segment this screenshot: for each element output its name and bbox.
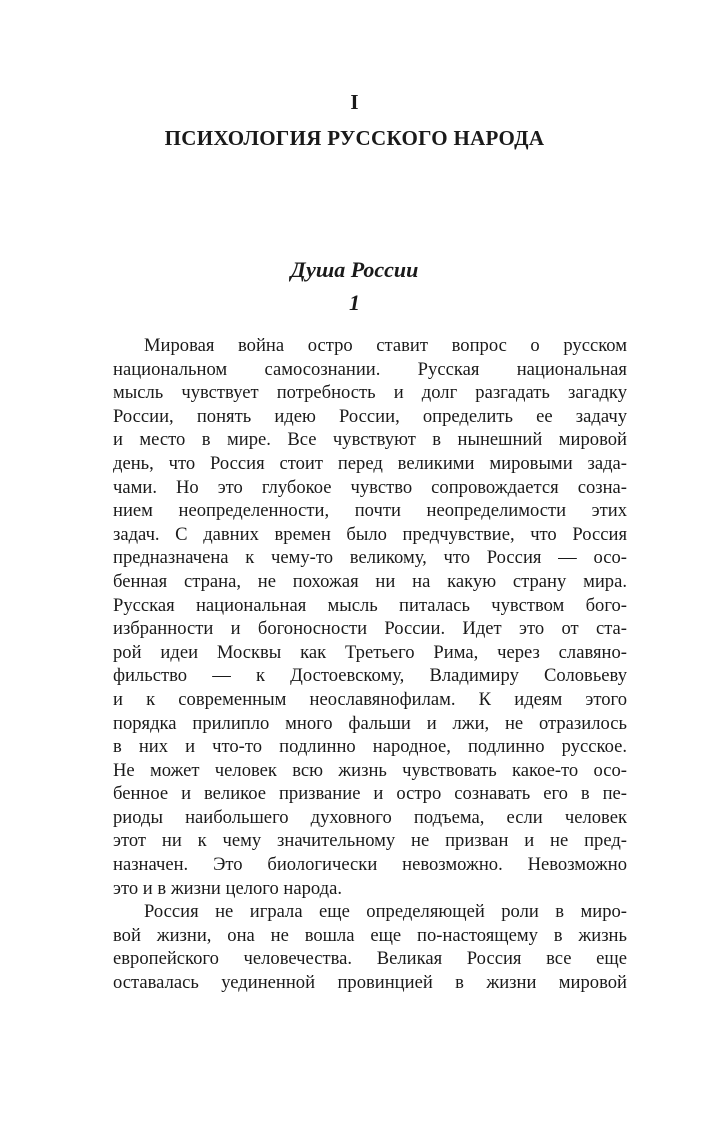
part-number: I [350,90,359,114]
text-line: бенное и великое призвание и остро сознавать его в пе- [113,783,627,805]
text-line: и к современным неославянофилам. К идеям этого [113,688,627,710]
text-line: риоды наибольшего духовного подъема, если человек [113,806,627,828]
text-line: Русская национальная мысль питалась чувством бого- [113,594,627,616]
part-title: ПСИХОЛОГИЯ РУССКОГО НАРОДА [164,126,545,150]
text-line: Россия не играла еще определяющей роли в миро- [144,901,627,923]
text-line: это и в жизни целого народа. [113,877,343,899]
text-line: и место в мире. Все чувствуют в нынешний мировой [113,429,627,451]
text-line: порядка прилипло много фальши и лжи, не отразилось [113,712,627,734]
text-line: России, понять идею России, определить ее задачу [113,405,627,427]
text-line: этот ни к чему значительному не призван и не пред- [113,830,627,852]
text-line: назначен. Это биологически невозможно. Невозможно [113,854,627,876]
text-line: Не может человек всю жизнь чувствовать какое-то осо- [113,759,627,781]
text-line: чами. Но это глубокое чувство сопровождается созна- [113,476,627,498]
text-line: рой идеи Москвы как Третьего Рима, через славяно- [113,641,627,663]
text-line: нием неопределенности, почти неопределимости этих [113,500,627,522]
body-text [113,334,627,995]
text-line: оставалась уединенной провинцией в жизни мировой [113,972,627,994]
text-line: европейского человечества. Великая Россия все еще [113,948,627,970]
text-line: в них и что-то подлинно народное, подлинно русское. [113,736,627,758]
text-line: день, что Россия стоит перед великими мировыми зада- [113,452,627,474]
text-line: бенная страна, не похожая ни на какую страну мира. [113,570,627,592]
text-line: задач. С давних времен было предчувствие, что Россия [113,523,627,545]
text-line: фильство — к Достоевскому, Владимиру Соловьеву [113,665,627,687]
text-line: избранности и богоносности России. Идет это от ста- [113,618,627,640]
section-title: Душа России [290,257,419,282]
text-line: предназначена к чему-то великому, что Россия — осо- [113,547,627,569]
text-line: вой жизни, она не вошла еще по-настоящему в жизнь [113,924,627,946]
text-line: Мировая война остро ставит вопрос о русском [144,335,627,356]
section-number: 1 [349,290,360,315]
text-line: национальном самосознании. Русская национальная [113,358,627,380]
text-line: мысль чувствует потребность и долг разгадать загадку [113,382,627,404]
